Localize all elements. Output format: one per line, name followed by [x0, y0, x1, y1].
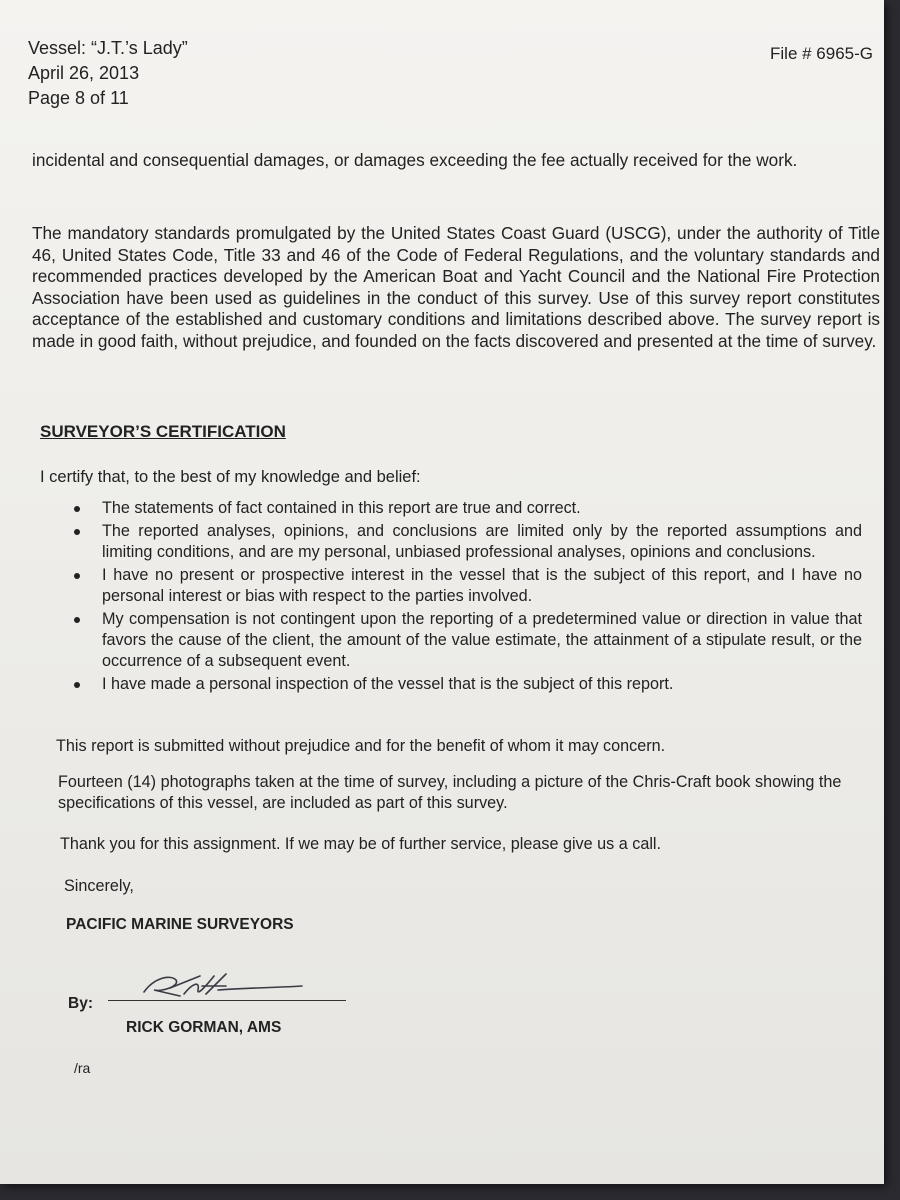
- header-info: [28, 36, 188, 111]
- thank-you-line: Thank you for this assignment. If we may be of further service, please give us a call.: [60, 835, 662, 853]
- list-item: [72, 498, 862, 519]
- photographs-statement: Fourteen (14) photographs taken at the time of survey, including a picture of the Chris-Craft book showing the specifications of this vessel, are included as part of this survey.: [58, 773, 842, 812]
- list-item: [72, 521, 862, 563]
- vessel-name: Vessel: “J.T.’s Lady”: [28, 38, 188, 58]
- section-title: SURVEYOR’S CERTIFICATION: [40, 422, 286, 441]
- list-item-text: I have made a personal inspection of the vessel that is the subject of this report.: [102, 675, 674, 693]
- submitted-statement: This report is submitted without prejudice and for the benefit of whom it may concern.: [56, 737, 666, 755]
- file-number: File # 6965-G: [770, 44, 873, 63]
- list-item: [72, 565, 862, 607]
- page-number: Page 8 of 11: [28, 88, 129, 108]
- closing-salutation: Sincerely,: [64, 877, 134, 895]
- signature-line: [108, 1000, 346, 1001]
- paragraph-damages: incidental and consequential damages, or damages exceeding the fee actually received for the work.: [32, 150, 798, 170]
- list-item: [72, 609, 862, 672]
- list-item: [72, 674, 862, 695]
- signer-name: RICK GORMAN, AMS: [126, 1019, 282, 1036]
- bullet-icon: [74, 573, 80, 579]
- bullet-icon: [74, 617, 80, 623]
- list-item-text: The statements of fact contained in this report are true and correct.: [102, 499, 581, 517]
- bullet-icon: [74, 506, 80, 512]
- bullet-icon: [74, 529, 80, 535]
- report-date: April 26, 2013: [28, 63, 140, 83]
- list-item-text: My compensation is not contingent upon the reporting of a predetermined value or direction in value that favors the cause of the client, the amount of the value estimate, the attainment of a stipulate result, or the occurrence of a subsequent event.: [102, 610, 862, 670]
- signature-image: [140, 966, 310, 1011]
- list-item-text: I have no present or prospective interest in the vessel that is the subject of this report, and I have no personal interest or bias with respect to the parties involved.: [102, 566, 862, 605]
- bullet-icon: [74, 682, 80, 688]
- paragraph-standards: The mandatory standards promulgated by the United States Coast Guard (USCG), under the authority of Title 46, United States Code, Title 33 and 46 of the Code of Federal Regulations, and the voluntary standards and recommended practices developed by the American Boat and Yacht Council and the National Fire Protection Association have been used as guidelines in the conduct of this survey. Use of this survey report constitutes acceptance of the established and customary conditions and limitations described above. The survey report is made in good faith, without prejudice, and founded on the facts discovered and presented at the time of survey.: [32, 223, 880, 351]
- company-name: PACIFIC MARINE SURVEYORS: [66, 916, 294, 933]
- typist-initials: /ra: [74, 1060, 91, 1076]
- list-item-text: The reported analyses, opinions, and conclusions are limited only by the reported assumptions and limiting conditions, and are my personal, unbiased professional analyses, opinions and conclusions.: [102, 522, 862, 561]
- certification-list: [72, 498, 862, 697]
- by-label: By:: [68, 995, 93, 1012]
- certification-intro: I certify that, to the best of my knowledge and belief:: [40, 468, 421, 486]
